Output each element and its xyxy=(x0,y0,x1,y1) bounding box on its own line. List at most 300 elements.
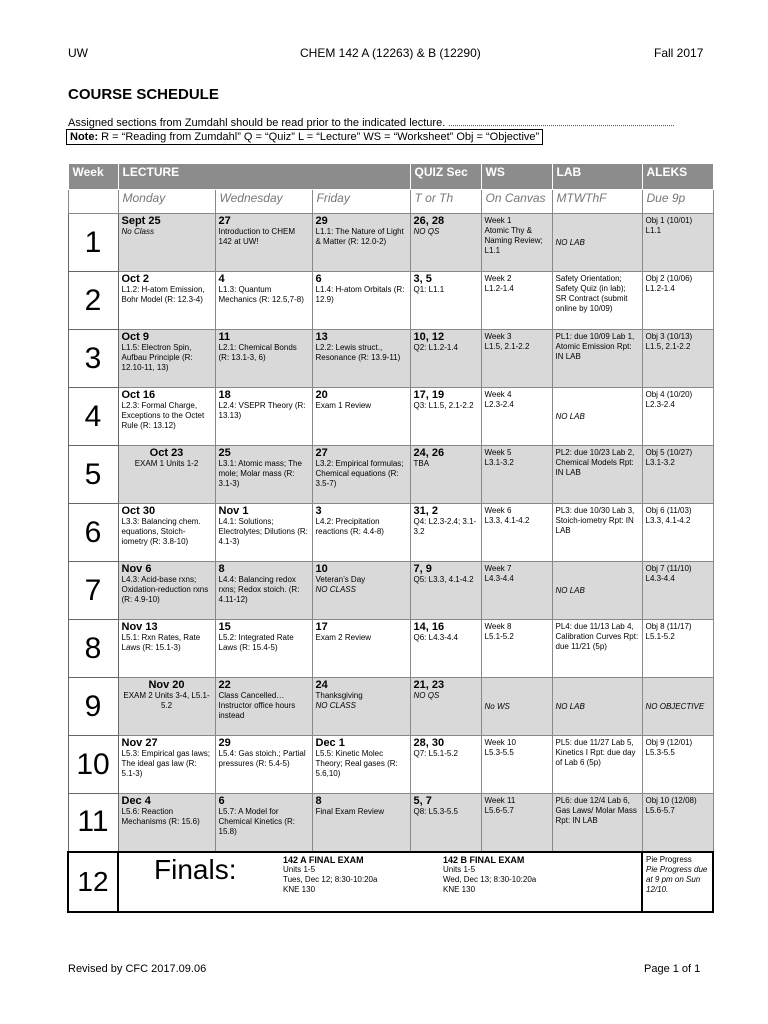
quiz-topic: Q5: L3.3, 4.1-4.2 xyxy=(413,575,474,584)
aleks-obj: Obj 4 (10/20) xyxy=(645,390,693,399)
week-num-text: 9 xyxy=(84,689,102,723)
lab-cell xyxy=(552,736,642,794)
ws-topic: L5.3-5.5 xyxy=(484,748,514,757)
quiz-date: 3, 5 xyxy=(413,273,432,285)
aleks-cell xyxy=(642,214,713,272)
week-number xyxy=(68,214,118,272)
final-b-time: Wed, Dec 13; 8:30-10:20a xyxy=(443,874,537,884)
lecture-fri xyxy=(312,678,410,736)
lab-cell xyxy=(552,678,642,736)
ws-week: Week 10 xyxy=(484,738,516,747)
footer-revised: Revised by CFC 2017.09.06 xyxy=(68,963,207,975)
lab-text: PL2: due 10/23 Lab 2, Chemical Models Rpt: IN LAB xyxy=(555,448,635,477)
mon-date: Oct 9 xyxy=(121,331,150,343)
lab-text: PL3: due 10/30 Lab 3, Stoich-iometry Rpt: IN LAB xyxy=(555,506,635,535)
week-num-text: 6 xyxy=(84,515,102,549)
lecture-wed xyxy=(215,736,312,794)
lab-cell xyxy=(552,446,642,504)
footer-page: Page 1 of 1 xyxy=(644,963,701,975)
quiz-topic: Q3: L1.5, 2.1-2.2 xyxy=(413,401,474,410)
week-row xyxy=(68,678,713,736)
lab-cell xyxy=(552,272,642,330)
ws-cell xyxy=(481,620,552,678)
fri-topic: L5.5: Kinetic Molec Theory; Real gases (R: 5.6,10) xyxy=(315,749,398,778)
final-b-units: Units 1-5 xyxy=(443,864,476,874)
wed-date: 27 xyxy=(218,215,231,227)
lecture-mon xyxy=(118,620,215,678)
week-num-text: 3 xyxy=(84,341,102,375)
quiz-topic: NO QS xyxy=(413,691,440,700)
lecture-wed xyxy=(215,794,312,852)
wed-date: 8 xyxy=(218,563,225,575)
wed-date: 6 xyxy=(218,795,225,807)
subheader-row xyxy=(68,190,713,214)
quiz-cell xyxy=(410,446,481,504)
quiz-cell xyxy=(410,562,481,620)
mon-date: Dec 4 xyxy=(121,795,151,807)
header-row xyxy=(68,164,713,190)
mon-topic: L1.2: H-atom Emission, Bohr Model (R: 12.3-4) xyxy=(121,285,205,304)
quiz-date: 7, 9 xyxy=(413,563,432,575)
lab-text: PL6: due 12/4 Lab 6, Gas Laws/ Molar Mass Rpt: IN LAB xyxy=(555,796,637,825)
quiz-date: 5, 7 xyxy=(413,795,432,807)
quiz-topic: Q1: L1.1 xyxy=(413,285,445,294)
quiz-date: 26, 28 xyxy=(413,215,445,227)
fri-date: 20 xyxy=(315,389,328,401)
aleks-obj: Obj 1 (10/01) xyxy=(645,216,693,225)
week-row xyxy=(68,330,713,388)
lecture-mon xyxy=(118,330,215,388)
lecture-fri xyxy=(312,562,410,620)
mon-date: Oct 2 xyxy=(121,273,150,285)
week-num-text: 2 xyxy=(84,283,102,317)
week-num-text: 11 xyxy=(77,805,109,839)
aleks-obj: Obj 8 (11/17) xyxy=(645,622,692,631)
header-term: Fall 2017 xyxy=(654,46,704,60)
mon-topic: L1.5: Electron Spin, Aufbau Principle (R: 12.10-11, 13) xyxy=(121,343,193,372)
ws-cell xyxy=(481,736,552,794)
quiz-date: 31, 2 xyxy=(413,505,438,517)
assigned-note xyxy=(68,117,674,129)
wed-topic: L3.1: Atomic mass; The mole; Molar mass (R: 3.1-3) xyxy=(218,459,302,488)
ws-cell xyxy=(481,678,552,736)
lab-cell xyxy=(552,388,642,446)
quiz-cell xyxy=(410,620,481,678)
lecture-mon xyxy=(118,388,215,446)
fri-date: 27 xyxy=(315,447,328,459)
sub-blank xyxy=(68,190,118,214)
lab-cell xyxy=(552,214,642,272)
aleks-obj: Obj 3 (10/13) xyxy=(645,332,693,341)
wed-topic: L5.7: A Model for Chemical Kinetics (R: 15.8) xyxy=(218,807,295,836)
fri-date: Dec 1 xyxy=(315,737,345,749)
week-number xyxy=(68,504,118,562)
week-row xyxy=(68,214,713,272)
quiz-cell xyxy=(410,214,481,272)
schedule-table xyxy=(67,163,714,913)
header-course: CHEM 142 A (12263) & B (12290) xyxy=(300,46,481,60)
aleks-cell xyxy=(642,562,713,620)
lecture-wed xyxy=(215,446,312,504)
fri-date: 10 xyxy=(315,563,328,575)
week-num-text: 7 xyxy=(84,573,102,607)
aleks-topic: NO OBJECTIVE xyxy=(645,701,705,711)
aleks-topic: L3.1-3.2 xyxy=(645,458,675,467)
week-num-text: 8 xyxy=(84,631,102,665)
ws-topic: L1.2-1.4 xyxy=(484,284,514,293)
quiz-topic: Q7: L5.1-5.2 xyxy=(413,749,458,758)
mon-topic: EXAM 1 Units 1-2 xyxy=(134,459,199,468)
wed-date: 15 xyxy=(218,621,231,633)
lecture-fri xyxy=(312,794,410,852)
aleks-topic: L5.1-5.2 xyxy=(645,632,675,641)
sub-aleks: Due 9p xyxy=(642,190,713,214)
mon-date: Oct 23 xyxy=(149,447,184,459)
mon-topic: L2.3: Formal Charge, Exceptions to the Octet Rule (R: 13.12) xyxy=(121,401,205,430)
wed-topic: L5.2: Integrated Rate Laws (R: 15.4-5) xyxy=(218,633,294,652)
fri-date: 8 xyxy=(315,795,322,807)
wed-date: 11 xyxy=(218,331,231,343)
week-row xyxy=(68,504,713,562)
aleks-topic: L3.3, 4.1-4.2 xyxy=(645,516,691,525)
aleks-topic: L1.5, 2.1-2.2 xyxy=(645,342,691,351)
week-row xyxy=(68,736,713,794)
lecture-wed xyxy=(215,620,312,678)
fri-note: NO CLASS xyxy=(315,585,356,594)
lecture-wed xyxy=(215,388,312,446)
aleks-cell xyxy=(642,330,713,388)
wed-topic: L4.1: Solutions; Electrolytes; Dilutions (R: 4.1-3) xyxy=(218,517,308,546)
lecture-fri xyxy=(312,620,410,678)
aleks-topic: L1.1 xyxy=(645,226,662,235)
mon-topic: L3.3: Balancing chem. equations, Stoich-iometry (R: 3.8-10) xyxy=(121,517,201,546)
aleks-obj: Obj 6 (11/03) xyxy=(645,506,692,515)
ws-week: Week 2 xyxy=(484,274,512,283)
quiz-cell xyxy=(410,330,481,388)
ws-topic: No WS xyxy=(484,701,510,711)
wed-topic: L4.4: Balancing redox rxns; Redox stoich. (R: 4.11-12) xyxy=(218,575,300,604)
lecture-fri xyxy=(312,330,410,388)
wed-topic: L1.3: Quantum Mechanics (R: 12.5,7-8) xyxy=(218,285,304,304)
lecture-wed xyxy=(215,504,312,562)
ws-cell xyxy=(481,504,552,562)
lecture-wed xyxy=(215,562,312,620)
lecture-fri xyxy=(312,446,410,504)
week-number xyxy=(68,852,118,912)
week-num-text: 4 xyxy=(84,399,102,433)
lecture-wed xyxy=(215,678,312,736)
week-row xyxy=(68,272,713,330)
col-lecture: LECTURE xyxy=(118,164,410,190)
ws-week: Week 8 xyxy=(484,622,512,631)
finals-cell xyxy=(118,852,642,912)
ws-week: Week 3 xyxy=(484,332,512,341)
aleks-topic: L5.3-5.5 xyxy=(645,748,675,757)
wed-topic: L2.4: VSEPR Theory (R: 13.13) xyxy=(218,401,306,420)
week-number xyxy=(68,736,118,794)
ws-topic: L3.1-3.2 xyxy=(484,458,514,467)
final-a-title: 142 A FINAL EXAM xyxy=(283,854,364,865)
ws-week: Week 7 xyxy=(484,564,512,573)
fri-topic: L1.1: The Nature of Light & Matter (R: 12.0-2) xyxy=(315,227,404,246)
week-number xyxy=(68,678,118,736)
quiz-date: 24, 26 xyxy=(413,447,445,459)
col-quiz: QUIZ Sec xyxy=(410,164,481,190)
ws-topic: L1.5, 2.1-2.2 xyxy=(484,342,530,351)
col-aleks: ALEKS xyxy=(642,164,713,190)
finals-label: Finals: xyxy=(154,853,237,885)
aleks-obj: Obj 9 (12/01) xyxy=(645,738,693,747)
fri-topic: L4.2: Precipitation reactions (R: 4.4-8) xyxy=(315,517,384,536)
lecture-wed xyxy=(215,214,312,272)
wed-date: 4 xyxy=(218,273,225,285)
lab-text: NO LAB xyxy=(555,701,585,711)
quiz-topic: Q4: L2.3-2.4; 3.1-3.2 xyxy=(413,517,477,536)
fri-topic: L1.4: H-atom Orbitals (R: 12.9) xyxy=(315,285,405,304)
lecture-mon xyxy=(118,446,215,504)
final-a-units: Units 1-5 xyxy=(283,864,316,874)
fri-note: NO CLASS xyxy=(315,701,356,710)
fri-date: 13 xyxy=(315,331,328,343)
quiz-cell xyxy=(410,388,481,446)
lab-text: Safety Orientation; Safety Quiz (in lab); SR Contract (submit online by 10/09) xyxy=(555,274,628,313)
lecture-wed xyxy=(215,330,312,388)
ws-week: Week 5 xyxy=(484,448,512,457)
aleks-obj: Obj 10 (12/08) xyxy=(645,796,697,805)
fri-topic: Exam 2 Review xyxy=(315,633,372,642)
aleks-cell xyxy=(642,736,713,794)
lab-text: PL4: due 11/13 Lab 4, Calibration Curves Rpt: due 11/21 (5p) xyxy=(555,622,639,651)
quiz-cell xyxy=(410,794,481,852)
week-row xyxy=(68,620,713,678)
aleks-obj: Obj 2 (10/06) xyxy=(645,274,693,283)
aleks-cell xyxy=(642,388,713,446)
quiz-topic: Q6: L4.3-4.4 xyxy=(413,633,458,642)
lecture-mon xyxy=(118,736,215,794)
week-row xyxy=(68,794,713,852)
wed-date: 25 xyxy=(218,447,231,459)
fri-date: 24 xyxy=(315,679,328,691)
wed-date: 29 xyxy=(218,737,231,749)
mon-topic: L5.1: Rxn Rates, Rate Laws (R: 15.1-3) xyxy=(121,633,201,652)
wed-topic: L2.1: Chemical Bonds (R: 13.1-3, 6) xyxy=(218,343,297,362)
week-number xyxy=(68,620,118,678)
legend-note xyxy=(66,129,543,145)
sub-ws: On Canvas xyxy=(481,190,552,214)
quiz-cell xyxy=(410,272,481,330)
mon-date: Oct 30 xyxy=(121,505,156,517)
ws-cell xyxy=(481,388,552,446)
ws-week: Week 4 xyxy=(484,390,512,399)
aleks-cell xyxy=(642,620,713,678)
mon-date: Nov 6 xyxy=(121,563,152,575)
mon-date: Nov 13 xyxy=(121,621,158,633)
lecture-wed xyxy=(215,272,312,330)
week-number xyxy=(68,562,118,620)
lab-text: NO LAB xyxy=(555,237,585,247)
note-label: Note: xyxy=(70,131,99,143)
fri-topic: L2.2: Lewis struct., Resonance (R: 13.9-11) xyxy=(315,343,401,362)
ws-cell xyxy=(481,562,552,620)
aleks-final-title: Pie Progress xyxy=(646,854,692,864)
lab-text: NO LAB xyxy=(555,411,585,421)
lab-text: PL5: due 11/27 Lab 5, Kinetics I Rpt: due day of Lab 6 (5p) xyxy=(555,738,636,767)
sub-lab: MTWThF xyxy=(552,190,642,214)
aleks-topic: L2.3-2.4 xyxy=(645,400,675,409)
week-num-text: 12 xyxy=(77,865,109,897)
sub-quiz: T or Th xyxy=(410,190,481,214)
sub-wed: Wednesday xyxy=(215,190,312,214)
mon-topic: No Class xyxy=(121,227,154,236)
col-ws: WS xyxy=(481,164,552,190)
ws-cell xyxy=(481,272,552,330)
lab-cell xyxy=(552,620,642,678)
finals-row xyxy=(68,852,713,912)
quiz-topic: NO QS xyxy=(413,227,440,236)
page-title: COURSE SCHEDULE xyxy=(68,86,219,103)
aleks-cell xyxy=(642,272,713,330)
mon-date: Oct 16 xyxy=(121,389,156,401)
mon-date: Nov 20 xyxy=(148,679,185,691)
week-num-text: 5 xyxy=(84,457,102,491)
lecture-fri xyxy=(312,388,410,446)
fri-date: 29 xyxy=(315,215,328,227)
week-row xyxy=(68,562,713,620)
lab-cell xyxy=(552,794,642,852)
week-number xyxy=(68,388,118,446)
wed-date: 18 xyxy=(218,389,231,401)
ws-topic: L5.6-5.7 xyxy=(484,806,514,815)
lecture-fri xyxy=(312,736,410,794)
lecture-mon xyxy=(118,214,215,272)
quiz-topic: TBA xyxy=(413,459,430,468)
aleks-cell xyxy=(642,504,713,562)
ws-week: Week 1 xyxy=(484,216,512,225)
week-num-text: 10 xyxy=(76,747,110,781)
quiz-cell xyxy=(410,504,481,562)
mon-topic: EXAM 2 Units 3-4, L5.1-5.2 xyxy=(123,691,210,710)
final-b xyxy=(443,855,536,895)
aleks-final xyxy=(642,852,713,912)
ws-week: Week 11 xyxy=(484,796,516,805)
ws-topic: L5.1-5.2 xyxy=(484,632,514,641)
dotted-line xyxy=(449,117,674,126)
col-lab: LAB xyxy=(552,164,642,190)
col-week: Week xyxy=(68,164,118,190)
final-b-room: KNE 130 xyxy=(443,884,476,894)
ws-cell xyxy=(481,330,552,388)
quiz-date: 17, 19 xyxy=(413,389,445,401)
quiz-topic: Q2: L1.2-1.4 xyxy=(413,343,458,352)
aleks-topic: L5.6-5.7 xyxy=(645,806,675,815)
final-a-time: Tues, Dec 12; 8:30-10:20a xyxy=(283,874,378,884)
assigned-text: Assigned sections from Zumdahl should be read prior to the indicated lecture. xyxy=(68,117,446,129)
wed-topic: Class Cancelled… Instructor office hours instead xyxy=(218,691,296,720)
lecture-fri xyxy=(312,504,410,562)
ws-week: Week 6 xyxy=(484,506,512,515)
lab-text: NO LAB xyxy=(555,585,585,595)
lab-cell xyxy=(552,504,642,562)
ws-cell xyxy=(481,214,552,272)
fri-date: 6 xyxy=(315,273,322,285)
mon-topic: L5.3: Empirical gas laws; The ideal gas law (R: 5.1-3) xyxy=(121,749,210,778)
lab-cell xyxy=(552,562,642,620)
quiz-cell xyxy=(410,736,481,794)
aleks-cell xyxy=(642,794,713,852)
aleks-final-note: Pie Progress due at 9 pm on Sun 12/10. xyxy=(646,864,708,894)
ws-topic: Atomic Thy & Naming Review; L1.1 xyxy=(484,226,543,255)
aleks-obj: Obj 7 (11/10) xyxy=(645,564,692,573)
note-text: R = “Reading from Zumdahl” Q = “Quiz” L = “Lecture” WS = “Worksheet” Obj = “Objective” xyxy=(101,131,540,143)
lecture-mon xyxy=(118,504,215,562)
quiz-topic: Q8: L5.3-5.5 xyxy=(413,807,458,816)
final-a xyxy=(283,855,377,895)
mon-date: Nov 27 xyxy=(121,737,158,749)
fri-topic: L3.2: Empirical formulas; Chemical equations (R: 3.5-7) xyxy=(315,459,404,488)
quiz-date: 10, 12 xyxy=(413,331,445,343)
ws-topic: L4.3-4.4 xyxy=(484,574,514,583)
lecture-fri xyxy=(312,214,410,272)
wed-topic: Introduction to CHEM 142 at UW! xyxy=(218,227,295,246)
quiz-date: 28, 30 xyxy=(413,737,445,749)
ws-topic: L3.3, 4.1-4.2 xyxy=(484,516,530,525)
final-a-room: KNE 130 xyxy=(283,884,316,894)
wed-topic: L5.4: Gas stoich.; Partial pressures (R: 5.4-5) xyxy=(218,749,306,768)
quiz-date: 21, 23 xyxy=(413,679,445,691)
mon-topic: L5.6: Reaction Mechanisms (R: 15.6) xyxy=(121,807,200,826)
aleks-obj: Obj 5 (10/27) xyxy=(645,448,693,457)
wed-date: 22 xyxy=(218,679,231,691)
mon-date: Sept 25 xyxy=(121,215,161,227)
lecture-mon xyxy=(118,678,215,736)
week-row xyxy=(68,446,713,504)
ws-cell xyxy=(481,794,552,852)
sub-mon: Monday xyxy=(118,190,215,214)
sub-fri: Friday xyxy=(312,190,410,214)
header-left: UW xyxy=(68,46,88,60)
lecture-fri xyxy=(312,272,410,330)
week-number xyxy=(68,272,118,330)
wed-date: Nov 1 xyxy=(218,505,249,517)
aleks-cell xyxy=(642,678,713,736)
aleks-cell xyxy=(642,446,713,504)
week-number xyxy=(68,330,118,388)
ws-cell xyxy=(481,446,552,504)
lab-cell xyxy=(552,330,642,388)
lecture-mon xyxy=(118,562,215,620)
fri-topic: Veteran’s Day xyxy=(315,575,366,584)
fri-topic: Final Exam Review xyxy=(315,807,384,816)
fri-topic: Exam 1 Review xyxy=(315,401,372,410)
aleks-topic: L1.2-1.4 xyxy=(645,284,675,293)
lecture-mon xyxy=(118,272,215,330)
week-number xyxy=(68,794,118,852)
fri-topic: Thanksgiving xyxy=(315,691,363,700)
lecture-mon xyxy=(118,794,215,852)
quiz-date: 14, 16 xyxy=(413,621,445,633)
ws-topic: L2.3-2.4 xyxy=(484,400,514,409)
final-b-title: 142 B FINAL EXAM xyxy=(443,854,525,865)
week-number xyxy=(68,446,118,504)
week-num-text: 1 xyxy=(84,225,102,259)
week-row xyxy=(68,388,713,446)
fri-date: 3 xyxy=(315,505,322,517)
aleks-topic: L4.3-4.4 xyxy=(645,574,675,583)
fri-date: 17 xyxy=(315,621,328,633)
lab-text: PL1: due 10/09 Lab 1, Atomic Emission Rpt: IN LAB xyxy=(555,332,635,361)
quiz-cell xyxy=(410,678,481,736)
mon-topic: L4.3: Acid-base rxns; Oxidation-reduction rxns (R: 4.9-10) xyxy=(121,575,209,604)
